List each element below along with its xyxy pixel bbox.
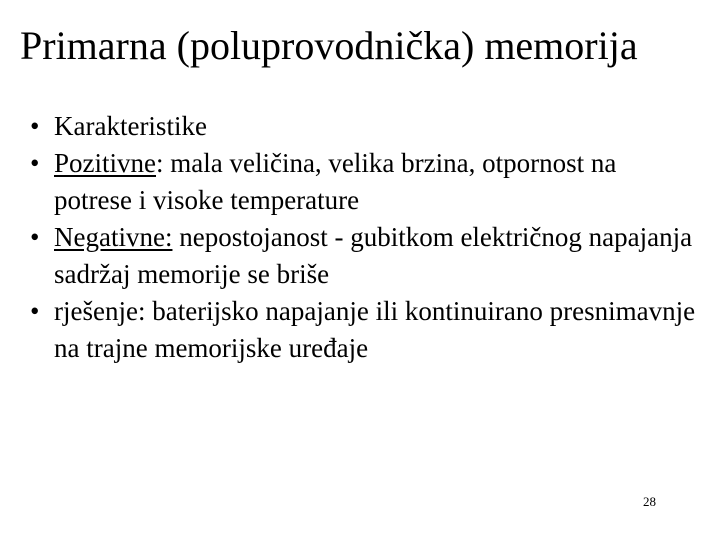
bullet-item-positive <box>30 145 700 219</box>
bullet-item-solution <box>30 293 700 367</box>
bullet-text: Karakteristike <box>54 111 207 141</box>
bullet-text: : mala veličina, velika brzina, otpornost na potrese i visoke temperature <box>54 148 617 215</box>
bullet-item-negative <box>30 219 700 293</box>
page-number: 28 <box>643 494 656 509</box>
bullet-item-characteristics <box>30 108 700 145</box>
bullet-text: rješenje: baterijsko napajanje ili kontinuirano presnimavnje na trajne memorijske uređaje <box>54 296 696 363</box>
bullet-list <box>30 108 700 367</box>
bullet-text: nepostojanost - gubitkom električnog napajanja sadržaj memorije se briše <box>54 222 693 289</box>
bullet-dot-icon: • <box>30 296 40 326</box>
bullet-dot-icon: • <box>30 222 40 252</box>
bullet-lead-positive: Pozitivne <box>54 148 156 178</box>
bullet-dot-icon: • <box>30 148 40 178</box>
bullet-lead-negative: Negativne: <box>54 222 173 252</box>
slide-title: Primarna (poluprovodnička) memorija <box>20 23 638 68</box>
bullet-dot-icon: • <box>30 111 40 141</box>
